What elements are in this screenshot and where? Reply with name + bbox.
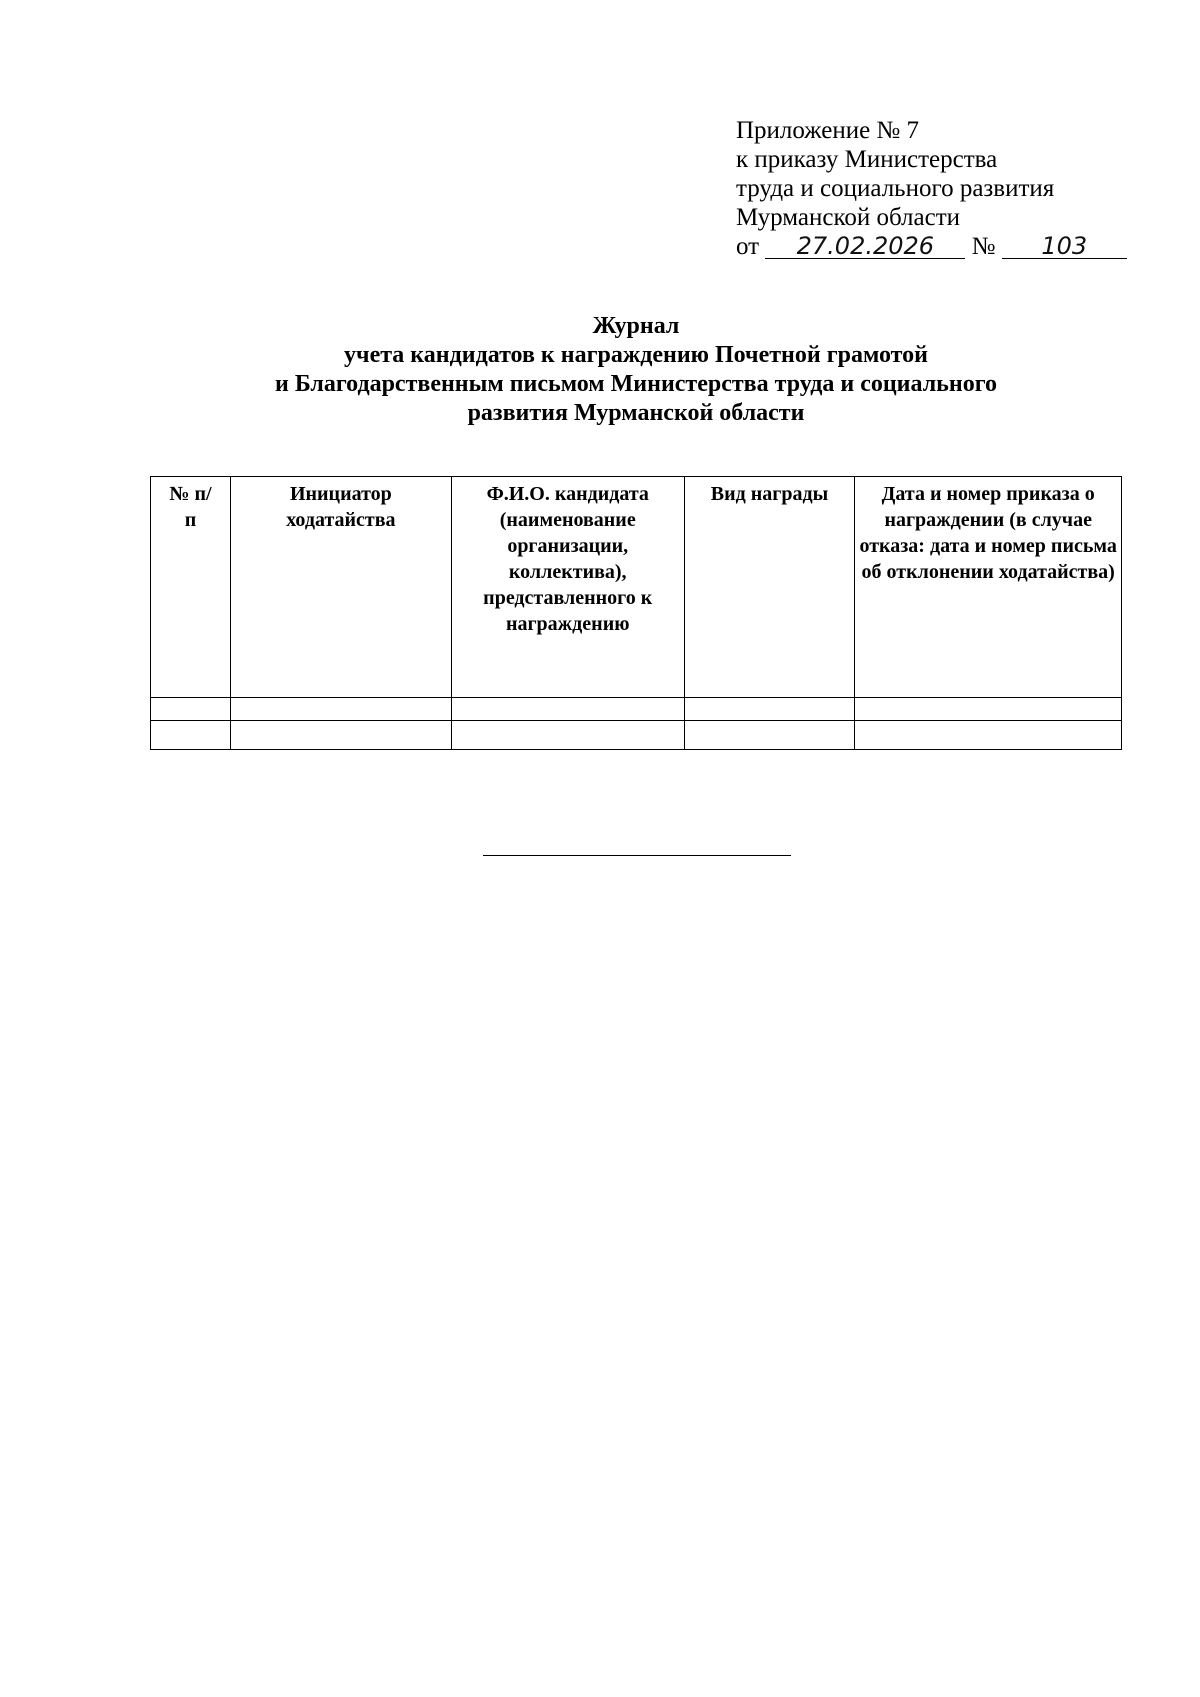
header-award-type: Вид награды [684,477,855,698]
appendix-header [736,116,1127,261]
number-label: № [971,233,996,260]
header-order: Дата и номер приказа о награждении (в случае отказа: дата и номер письма об отклонении ходатайства) [855,477,1122,698]
appendix-line: Мурманской области [736,204,961,231]
table-cell [451,721,684,750]
title-line: развития Мурманской области [467,400,805,426]
end-separator-line [483,855,791,856]
table-cell [684,721,855,750]
appendix-line: труда и социального развития [736,175,1055,202]
title-line: Журнал [592,313,680,339]
table-header-row [151,477,1122,698]
appendix-date-line [736,232,1127,261]
table-cell [684,698,855,721]
handwritten-date: 27.02.2026 [765,234,965,259]
header-candidate: Ф.И.О. кандидата (наименование организации, коллектива), представленного к награждению [451,477,684,698]
appendix-line: Приложение № 7 [736,117,920,144]
header-initiator: Инициатор ходатайства [230,477,451,698]
table-row [151,698,1122,721]
title-line: учета кандидатов к награждению Почетной грамотой [344,342,928,368]
table-cell [151,721,231,750]
table-cell [855,721,1122,750]
table-row [151,721,1122,750]
table-cell [151,698,231,721]
table-cell [230,721,451,750]
handwritten-number: 103 [1002,234,1127,259]
title-line: и Благодарственным письмом Министерства труда и социального [274,371,997,397]
table-cell [855,698,1122,721]
from-label: от [736,233,760,260]
appendix-line: к приказу Министерства [736,146,998,173]
table-cell [451,698,684,721]
document-title [150,312,1122,428]
journal-table [150,476,1122,750]
header-number: № п/п [151,477,231,698]
table-cell [230,698,451,721]
